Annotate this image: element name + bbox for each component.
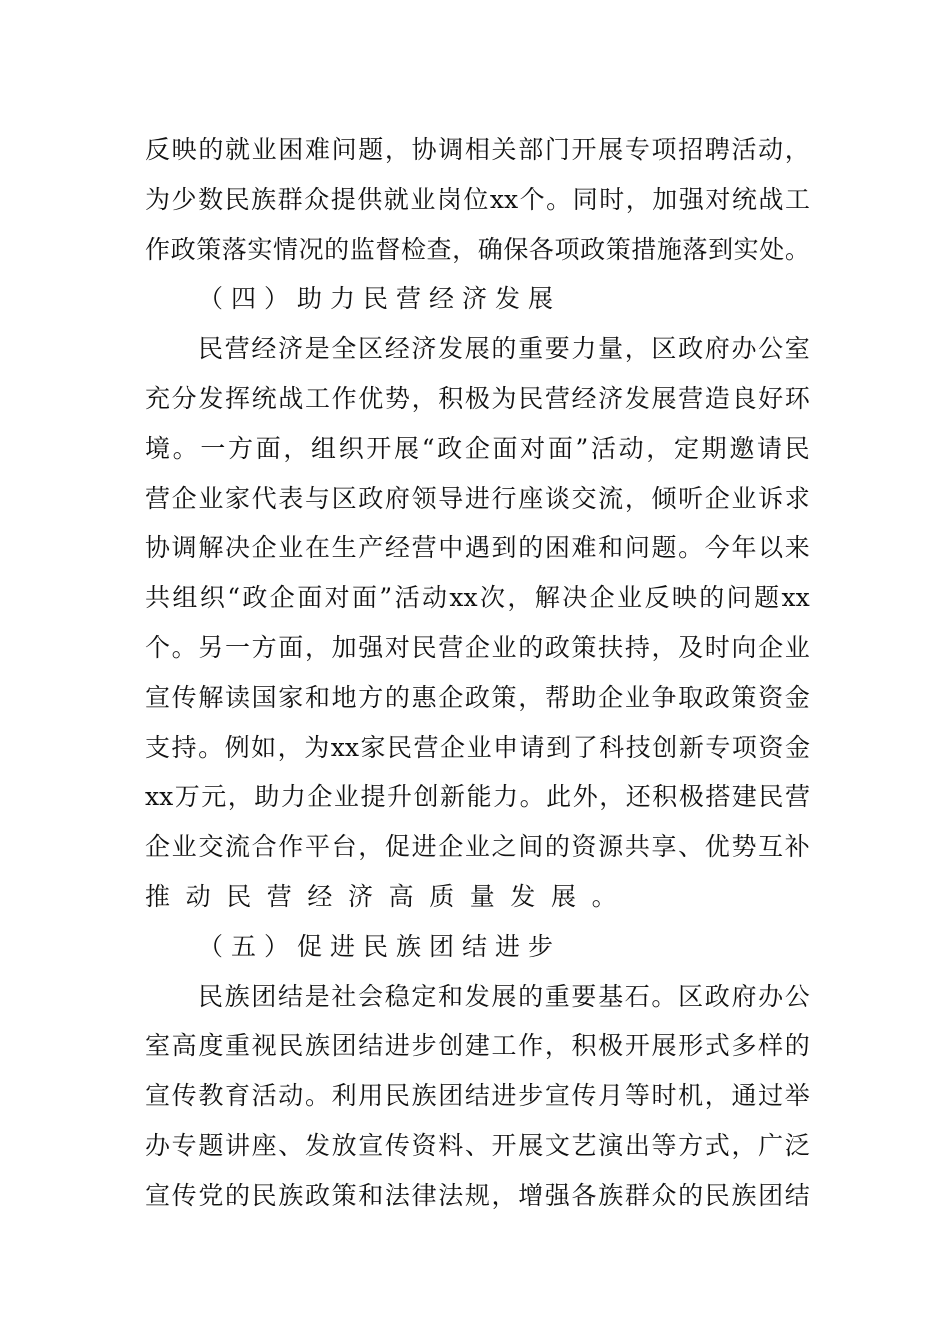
text-line: 作 政 策 落 实 情 况 的 监 督 检 查 ， 确 保 各 项 政 策 措 施 落 到 实 处 。: [145, 234, 810, 264]
text-line: 为 少 数 民 族 群 众 提 供 就 业 岗 位 xx 个 。 同 时 ， 加 强 对 统 战 工: [145, 184, 810, 214]
text-line: 推动民营经济高质量发展。: [145, 881, 633, 911]
text-line: 企 业 交 流 合 作 平 台 ， 促 进 企 业 之 间 的 资 源 共 享 、 优 势 互 补: [145, 832, 810, 862]
text-line: 个 。 另 一 方 面 ， 加 强 对 民 营 企 业 的 政 策 扶 持 ， 及 时 向 企 业: [145, 632, 810, 662]
section-heading-5: （五）促进民族团结进步: [198, 931, 562, 961]
text-line: 宣 传 解 读 国 家 和 地 方 的 惠 企 政 策 ， 帮 助 企 业 争 取 政 策 资 金: [145, 682, 810, 712]
text-line: 充 分 发 挥 统 战 工 作 优 势 ， 积 极 为 民 营 经 济 发 展 营 造 良 好 环: [145, 383, 810, 413]
text-line: 民 族 团 结 是 社 会 稳 定 和 发 展 的 重 要 基 石 。 区 政 府 办 公: [198, 981, 810, 1011]
text-line: 宣 传 党 的 民 族 政 策 和 法 律 法 规 ， 增 强 各 族 群 众 的 民 族 团 结: [145, 1180, 810, 1210]
paragraph-private-economy: [145, 324, 810, 922]
text-line: 境 。 一 方 面 ， 组 织 开 展 “ 政 企 面 对 面 ” 活 动 ， 定 期 邀 请 民: [145, 433, 810, 463]
text-line: xx 万 元 ， 助 力 企 业 提 升 创 新 能 力 。 此 外 ， 还 积 极 搭 建 民 营: [145, 782, 810, 812]
document-page: [145, 125, 810, 1221]
text-line: 民 营 经 济 是 全 区 经 济 发 展 的 重 要 力 量 ， 区 政 府 办 公 室: [198, 334, 810, 364]
text-line: 办 专 题 讲 座 、 发 放 宣 传 资 料 、 开 展 文 艺 演 出 等 方 式 ， 广 泛: [145, 1130, 810, 1160]
text-line: 营 企 业 家 代 表 与 区 政 府 领 导 进 行 座 谈 交 流 ， 倾 听 企 业 诉 求: [145, 483, 810, 513]
text-line: 宣 传 教 育 活 动 。 利 用 民 族 团 结 进 步 宣 传 月 等 时 机 ， 通 过 举: [145, 1081, 810, 1111]
text-line: 协 调 解 决 企 业 在 生 产 经 营 中 遇 到 的 困 难 和 问 题 。 今 年 以 来: [145, 533, 810, 563]
text-line: 共 组 织 “ 政 企 面 对 面 ” 活 动 xx 次 ， 解 决 企 业 反 映 的 问 题 xx: [145, 583, 810, 613]
paragraph-employment-continued: [145, 125, 810, 274]
section-heading-4: （四）助力民营经济发展: [198, 284, 562, 314]
text-line: 支 持 。 例 如 ， 为 xx 家 民 营 企 业 申 请 到 了 科 技 创 新 专 项 资 金: [145, 732, 810, 762]
text-line: 室 高 度 重 视 民 族 团 结 进 步 创 建 工 作 ， 积 极 开 展 形 式 多 样 的: [145, 1031, 810, 1061]
text-line: 反 映 的 就 业 困 难 问 题 ， 协 调 相 关 部 门 开 展 专 项 招 聘 活 动 ，: [145, 135, 810, 164]
paragraph-ethnic-unity: [145, 972, 810, 1221]
